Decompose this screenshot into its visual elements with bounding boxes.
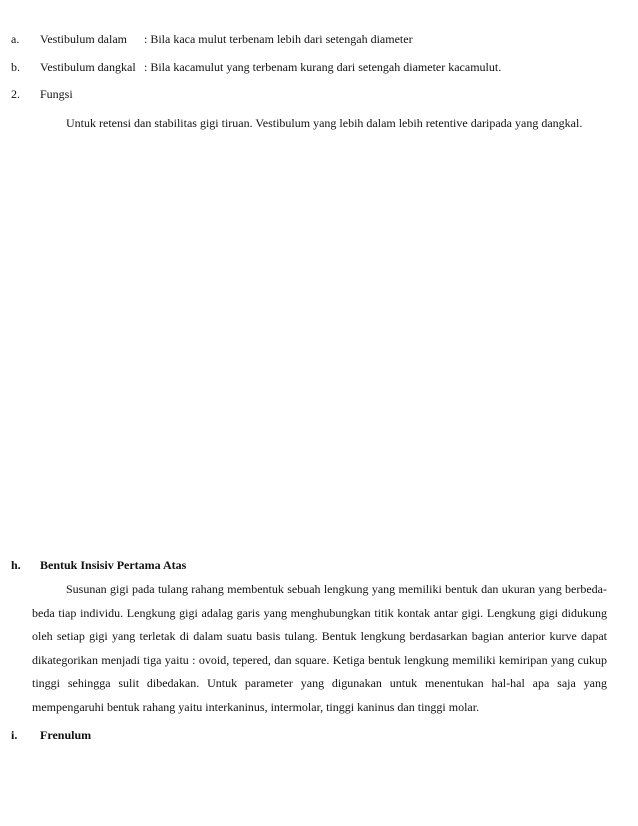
term-vestibulum-dalam: Vestibulum dalam <box>40 32 127 46</box>
term-vestibulum-dangkal: Vestibulum dangkal <box>40 60 136 74</box>
section-heading-i: Frenulum <box>40 728 92 742</box>
section-marker-i: i. <box>11 728 18 742</box>
list-marker-a: a. <box>11 32 20 46</box>
paragraph-fungsi: Untuk retensi dan stabilitas gigi tiruan. Vestibulum yang lebih dalam lebih retentive daripada yang dangkal. <box>66 116 583 130</box>
definition-vestibulum-dangkal: : Bila kacamulut yang terbenam kurang dari setengah diameter kacamulut. <box>144 60 502 74</box>
paragraph-section-h: Susunan gigi pada tulang rahang membentuk sebuah lengkung yang memiliki bentuk dan ukuran yang berbeda-beda tiap individu. Lengkung gigi adalag garis yang menghubungkan titik kontak antar gigi. Lengkung gigi didukung oleh setiap gigi yang terletak di dalam suatu basis tulang. Bentuk lengkung berdasarkan bagian anterior kurve dapat dikategorikan menjadi tiga yaitu : ovoid, tepered, dan square. Ketiga bentuk lengkung memiliki kemiripan yang cukup tinggi sehingga sulit dibedakan. Untuk parameter yang digunakan untuk menentukan hal-hal apa saja yang mempengaruhi bentuk rahang yaitu interkaninus, intermolar, tinggi kaninus dan tinggi molar. <box>32 582 607 714</box>
definition-vestibulum-dalam: : Bila kaca mulut terbenam lebih dari setengah diameter <box>144 32 413 46</box>
list-marker-2: 2. <box>11 87 20 101</box>
section-marker-h: h. <box>11 558 21 572</box>
list-marker-b: b. <box>11 60 20 74</box>
heading-fungsi: Fungsi <box>40 87 73 101</box>
section-heading-h: Bentuk Insisiv Pertama Atas <box>40 558 187 572</box>
